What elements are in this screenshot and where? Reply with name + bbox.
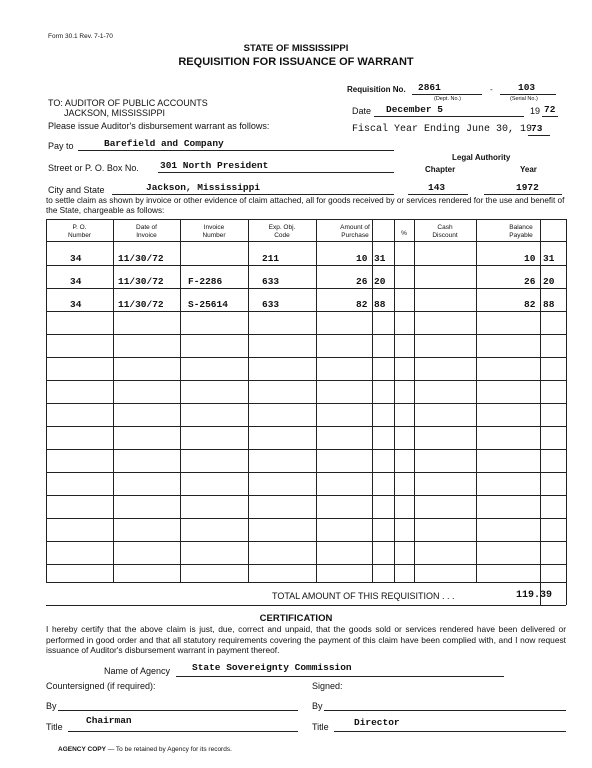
date-label: Date [352, 106, 372, 116]
date-value: December 5 [386, 104, 444, 115]
state-heading: STATE OF MISSISSIPPI [243, 43, 349, 54]
left-title-value: Chairman [86, 715, 132, 726]
amount-dollars-cell: 82 [356, 299, 368, 310]
addressee-line1: TO: AUDITOR OF PUBLIC ACCOUNTS [48, 98, 208, 108]
fiscal-year-line [528, 135, 550, 136]
serial-no-caption: (Serial No.) [510, 96, 538, 102]
instruction-text: Please issue Auditor's disbursement warrant as follows: [48, 121, 270, 131]
title-label-right: Title [312, 722, 329, 732]
by-line-left [58, 710, 298, 711]
serial-no-line [500, 94, 556, 95]
form-number: Form 30.1 Rev. 7-1-70 [48, 33, 113, 40]
by-label-left: By [46, 701, 57, 711]
page-title: REQUISITION FOR ISSUANCE OF WARRANT [178, 56, 414, 68]
agency-copy-note [58, 746, 232, 753]
col-header-invoice: Invoice Number [202, 224, 226, 239]
right-title-value: Director [354, 717, 400, 728]
col-header-po: P. O. Number [67, 224, 92, 239]
certification-text: I hereby certify that the above claim is just, due, correct and unpaid, that the goods sold or services rendered have been delivered or performed in good order and that all statutory requirements covering the payment of this claim have been complied with, and I now request issuance of Auditor's disbursement warrant in payment thereof. [46, 624, 566, 655]
col-header-date: Date of Invoice [136, 224, 157, 239]
legal-authority-heading: Legal Authority [452, 153, 511, 162]
signed-label: Signed: [312, 681, 343, 691]
serial-no-value: 103 [518, 82, 536, 93]
balance-dollars-cell: 82 [524, 299, 536, 310]
po-cell: 34 [70, 253, 82, 264]
balance-cents-cell: 20 [543, 276, 555, 287]
balance-dollars-cell: 26 [524, 276, 536, 287]
col-header-balance: Balance Payable [509, 224, 533, 239]
fiscal-year-value: 73 [531, 123, 543, 134]
amount-dollars-cell: 26 [356, 276, 368, 287]
exp-cell: 633 [262, 276, 280, 287]
date-cell: 11/30/72 [118, 299, 164, 310]
city-value: Jackson, Mississippi [146, 182, 261, 193]
agency-copy-label: AGENCY COPY [58, 746, 106, 753]
requisition-label: Requisition No. [347, 85, 406, 94]
city-label: City and State [48, 185, 105, 195]
balance-dollars-cell: 10 [524, 253, 536, 264]
chapter-label: Chapter [425, 165, 456, 174]
col-header-exp: Exp. Obj. Code [268, 224, 296, 239]
date-cell: 11/30/72 [118, 253, 164, 264]
date-cell: 11/30/72 [118, 276, 164, 287]
countersigned-label: Countersigned (if required): [46, 681, 156, 691]
po-cell: 34 [70, 299, 82, 310]
invoice-cell: F-2286 [188, 276, 223, 287]
date-year-prefix: 19 [530, 106, 541, 116]
year-label: Year [520, 165, 537, 174]
dept-no-value: 2861 [418, 82, 441, 93]
year-value: 1972 [516, 182, 539, 193]
date-year-value: 72 [544, 104, 556, 115]
col-header-cash: Cash Discount [432, 224, 458, 239]
pay-to-value: Barefield and Company [104, 138, 224, 149]
col-header-amount: Amount of Purchase [340, 224, 370, 239]
dept-no-caption: (Dept. No.) [434, 96, 461, 102]
chapter-line [408, 194, 468, 195]
total-label: TOTAL AMOUNT OF THIS REQUISITION . . . [272, 591, 455, 601]
exp-cell: 211 [262, 253, 280, 264]
pay-to-line [78, 150, 394, 151]
fiscal-year-label: Fiscal Year Ending June 30, 19 [352, 124, 533, 135]
amount-cents-cell: 88 [374, 299, 386, 310]
year-line [484, 194, 562, 195]
agency-value: State Sovereignty Commission [192, 662, 352, 673]
invoice-cell: S-25614 [188, 299, 228, 310]
street-label: Street or P. O. Box No. [48, 163, 139, 173]
exp-cell: 633 [262, 299, 280, 310]
title-label-left: Title [46, 722, 63, 732]
chapter-value: 143 [428, 182, 446, 193]
requisition-dash: - [490, 85, 493, 94]
date-year-line [542, 116, 558, 117]
date-line [374, 116, 524, 117]
dept-no-line [412, 94, 482, 95]
agency-label: Name of Agency [104, 666, 171, 676]
amount-cents-cell: 31 [374, 253, 386, 264]
title-line-right [334, 731, 566, 732]
amount-dollars-cell: 10 [356, 253, 368, 264]
certification-heading: CERTIFICATION [259, 613, 333, 624]
col-header-pct: % [401, 230, 407, 237]
by-line-right [324, 710, 566, 711]
title-line-left [68, 731, 298, 732]
amount-cents-cell: 20 [374, 276, 386, 287]
settle-claim-text: to settle claim as shown by invoice or other evidence of claim attached, all for goods received by or services rendered for the use and benefit of the State, chargeable as follows: [46, 196, 565, 215]
street-value: 301 North President [160, 160, 269, 171]
addressee-line2: JACKSON, MISSISSIPPI [64, 108, 166, 118]
total-value: 119.39 [516, 590, 553, 601]
pay-to-label: Pay to [48, 141, 74, 151]
balance-cents-cell: 88 [543, 299, 555, 310]
street-line [158, 172, 394, 173]
city-line [112, 194, 394, 195]
agency-line [176, 676, 504, 677]
balance-cents-cell: 31 [543, 253, 555, 264]
by-label-right: By [312, 701, 323, 711]
agency-copy-text: — To be retained by Agency for its records. [105, 746, 232, 753]
po-cell: 34 [70, 276, 82, 287]
